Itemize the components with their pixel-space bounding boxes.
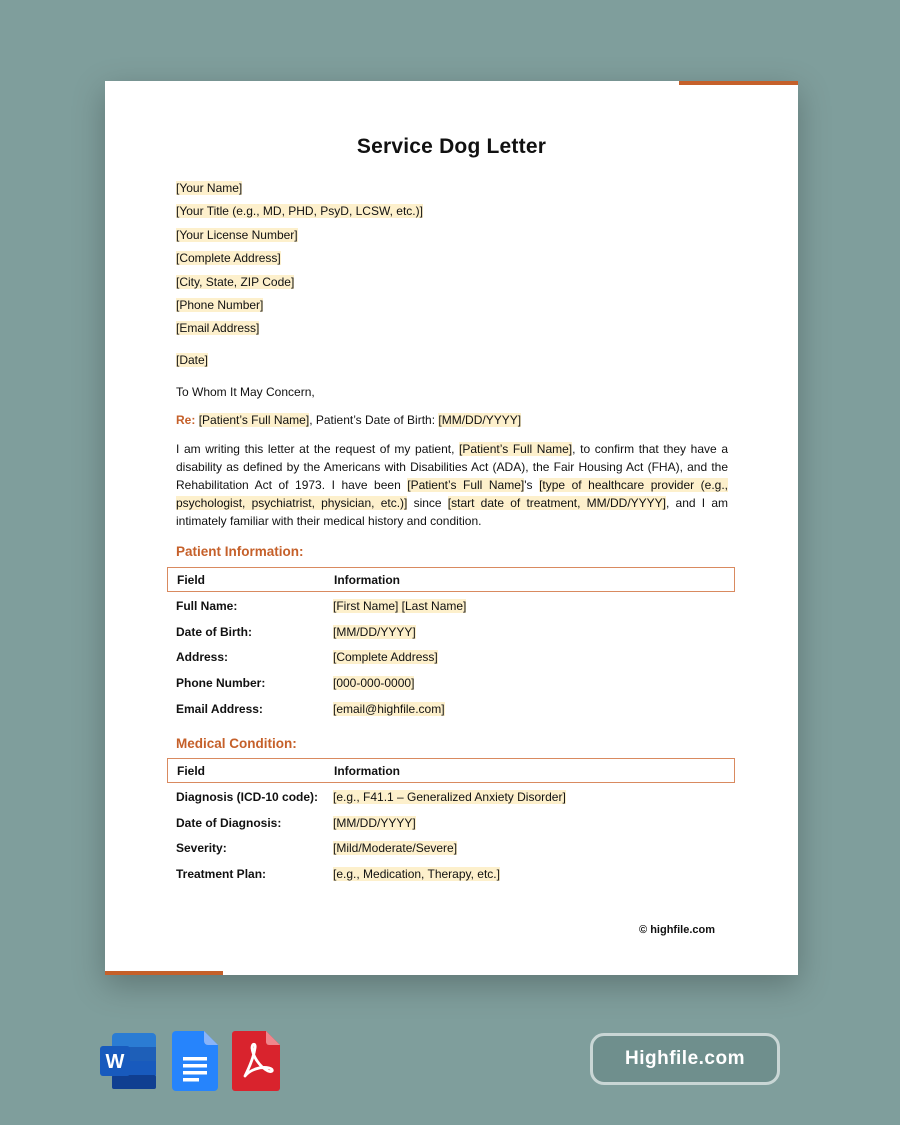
body-paragraph (176, 440, 728, 530)
sender-address: [Complete Address] (176, 251, 281, 266)
row-field: Phone Number: (176, 676, 266, 690)
copyright: © highfile.com (639, 924, 715, 936)
row-field: Treatment Plan: (176, 867, 267, 881)
row-value: [000-000-0000] (333, 676, 415, 690)
body-text-5: , and I am intimately familiar with their medical history and condition. (176, 496, 728, 528)
row-value: [MM/DD/YYYY] (333, 624, 416, 639)
re-patient-name: [Patient’s Full Name] (198, 413, 310, 427)
accent-bar-bottom (105, 971, 223, 975)
pdf-icon[interactable] (232, 1031, 280, 1096)
word-icon[interactable] (100, 1031, 158, 1096)
row-value: [Mild/Moderate/Severe] (333, 841, 458, 855)
row-field: Full Name: (176, 599, 238, 613)
row-field: Date of Diagnosis: (176, 816, 282, 830)
patient-info-table-header (167, 567, 735, 592)
re-dob: [MM/DD/YYYY] (438, 413, 522, 427)
col-field-header: Field (177, 764, 206, 778)
table-row (176, 702, 736, 722)
table-row (176, 650, 736, 670)
row-value: [e.g., F41.1 – Generalized Anxiety Disorder] (333, 790, 566, 804)
re-dob-text: , Patient’s Date of Birth: (309, 413, 439, 427)
table-row (176, 790, 736, 810)
date-placeholder: [Date] (176, 353, 209, 367)
sender-phone: [Phone Number] (176, 297, 264, 312)
row-field: Diagnosis (ICD-10 code): (176, 790, 319, 804)
row-value: [First Name] [Last Name] (333, 599, 467, 613)
table-row (176, 867, 736, 887)
body-patient-name-2: [Patient’s Full Name] (407, 478, 525, 492)
page-title: Service Dog Letter (356, 135, 547, 158)
table-row (176, 841, 736, 861)
highfile-brand-button[interactable]: Highfile.com (590, 1033, 780, 1085)
body-text-2: , to confirm that they have a disability as defined by the Americans with Disabilities Act (ADA), the Fair Housing Act (FHA), and the Rehabilitation Act of 1973. I have been (176, 442, 728, 492)
table-row (176, 599, 736, 619)
word-letter: W (105, 1051, 125, 1073)
sender-name: [Your Name] (176, 181, 243, 195)
row-value: [e.g., Medication, Therapy, etc.] (333, 867, 500, 881)
sender-license: [Your License Number] (176, 227, 298, 242)
row-value: [email@highfile.com] (333, 702, 445, 716)
body-text-3: 's (524, 478, 540, 492)
sender-city: [City, State, ZIP Code] (176, 274, 295, 289)
row-field: Address: (176, 650, 229, 664)
col-field-header: Field (177, 573, 206, 587)
sender-title: [Your Title (e.g., MD, PHD, PsyD, LCSW, etc.)] (176, 204, 423, 219)
row-field: Email Address: (176, 702, 263, 716)
row-value: [Complete Address] (333, 650, 438, 664)
sender-block (176, 181, 423, 345)
patient-info-heading: Patient Information: (176, 544, 304, 559)
body-provider-type: [type of healthcare provider (e.g., psychologist, psychiatrist, physician, etc.)] (176, 478, 728, 510)
row-field: Date of Birth: (176, 624, 252, 639)
col-info-header: Information (334, 764, 400, 778)
medical-table-header (167, 758, 735, 783)
body-text-4: since (407, 496, 448, 510)
google-docs-icon[interactable] (172, 1031, 218, 1096)
re-line (176, 413, 521, 427)
row-value: [MM/DD/YYYY] (333, 816, 416, 830)
sender-email: [Email Address] (176, 321, 260, 336)
letter-date (176, 353, 208, 367)
re-label: Re: (176, 413, 196, 427)
col-info-header: Information (334, 573, 400, 587)
body-text-1: I am writing this letter at the request of my patient, (176, 442, 460, 456)
medical-condition-heading: Medical Condition: (176, 736, 297, 751)
accent-bar-top (679, 81, 798, 85)
body-patient-name: [Patient’s Full Name] (459, 442, 573, 456)
document-page (105, 81, 798, 975)
greeting: To Whom It May Concern, (176, 385, 315, 399)
body-start-date: [start date of treatment, MM/DD/YYYY] (447, 496, 667, 510)
table-row (176, 625, 736, 645)
row-field: Severity: (176, 841, 227, 855)
table-row (176, 676, 736, 696)
table-row (176, 816, 736, 836)
